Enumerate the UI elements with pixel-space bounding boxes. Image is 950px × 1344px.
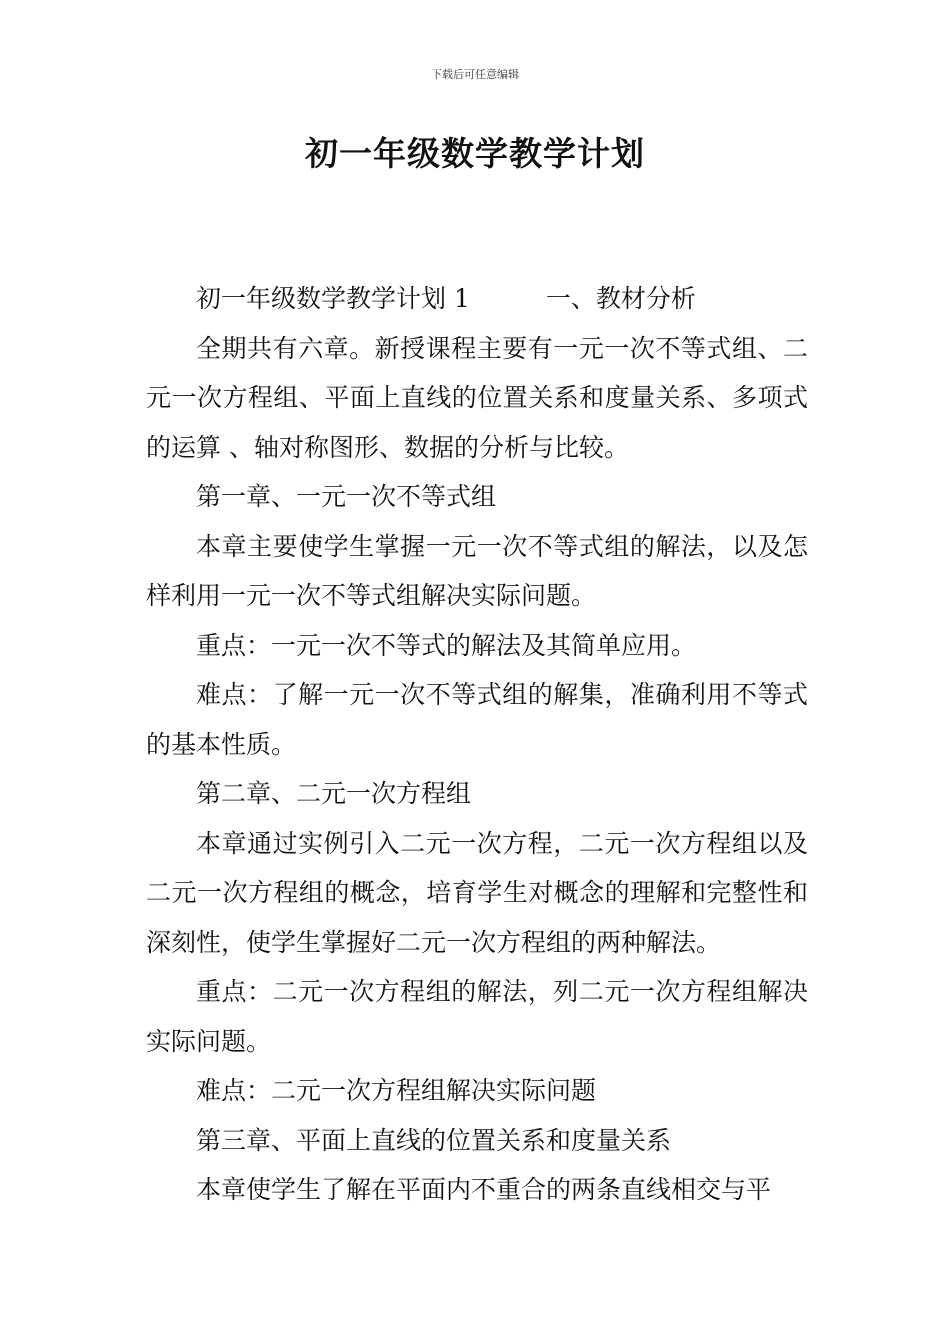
section-heading	[146, 274, 808, 324]
difficulty-point: 难点：二元一次方程组解决实际问题	[196, 1076, 597, 1105]
chapter-heading: 第三章、平面上直线的位置关系和度量关系	[196, 1125, 672, 1155]
paragraph: 本章主要使学生掌握一元一次不等式组的解法，以及怎样利用一元一次不等式组解决实际问题。	[146, 531, 808, 610]
paragraph: 本章通过实例引入二元一次方程，二元一次方程组以及二元一次方程组的概念，培育学生对概念的理解和完整性和深刻性，使学生掌握好二元一次方程组的两种解法。	[146, 828, 808, 957]
difficulty-point: 难点：了解一元一次不等式组的解集，准确利用不等式的基本性质。	[146, 680, 808, 759]
chapter-heading: 第二章、二元一次方程组	[196, 779, 472, 808]
document-title: 初一年级数学教学计划	[305, 134, 645, 173]
paragraph: 全期共有六章。新授课程主要有一元一次不等式组、二元一次方程组、平面上直线的位置关系和度量关系、多项式的运算 、轴对称图形、数据的分析与比较。	[146, 333, 808, 462]
key-point: 重点：一元一次不等式的解法及其简单应用。	[196, 630, 697, 660]
key-point: 重点：二元一次方程组的解法，列二元一次方程组解决实际问题。	[146, 977, 808, 1056]
paragraph: 本章使学生了解在平面内不重合的两条直线相交与平	[196, 1175, 772, 1204]
section-heading-left: 初一年级数学教学计划 1	[196, 284, 470, 313]
header-note: 下载后可任意编辑	[431, 68, 519, 81]
chapter-heading: 第一章、一元一次不等式组	[196, 482, 497, 511]
section-heading-right: 一、教材分析	[545, 284, 696, 313]
document-body	[146, 274, 808, 1215]
